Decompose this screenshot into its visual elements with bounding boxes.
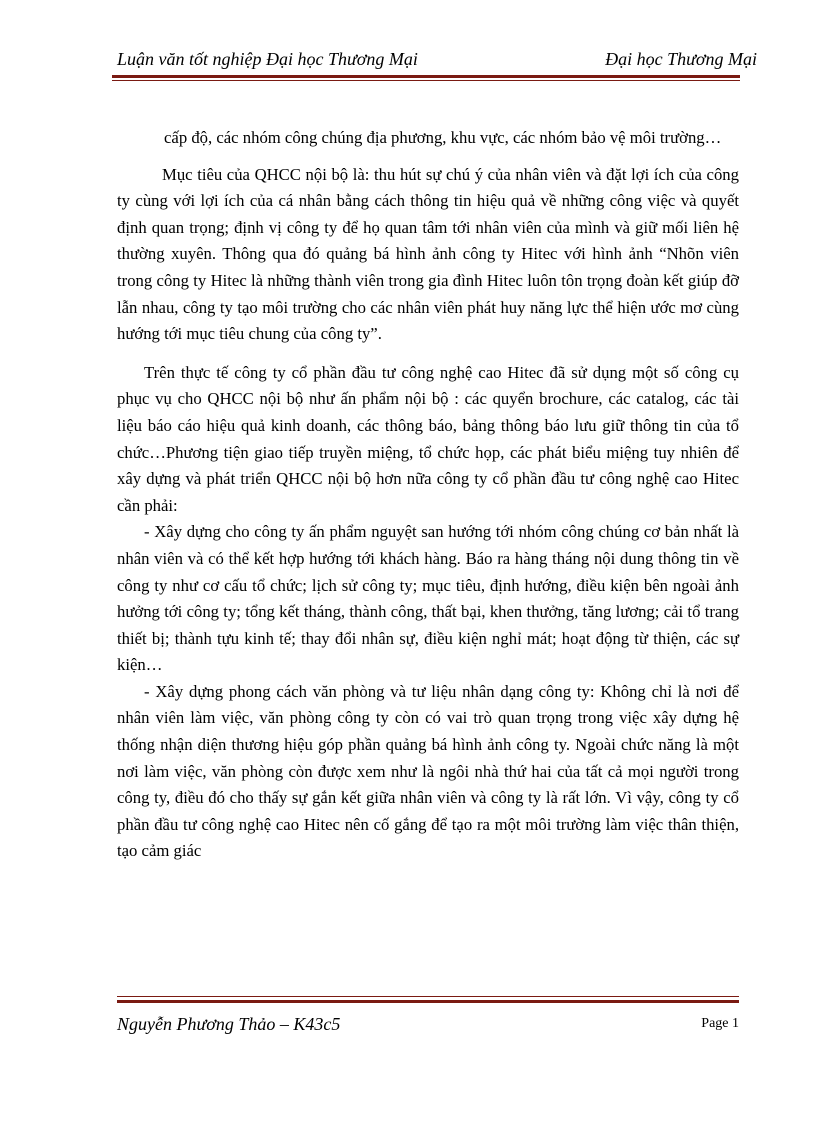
page-header xyxy=(117,46,757,72)
paragraph-1: cấp độ, các nhóm công chúng địa phương, khu vực, các nhóm bảo vệ môi trường… xyxy=(164,128,722,147)
paragraph-4: - Xây dựng cho công ty ấn phẩm nguyệt san hướng tới nhóm công chúng cơ bản nhất là nhân viên và có thể kết hợp hướng tới khách hàng. Báo ra hàng tháng nội dung thông tin về công ty như cơ cấu tổ chức; lịch sử công ty; mục tiêu, định hướng, điều kiện bên ngoài ảnh hưởng tới công ty; tổng kết tháng, thành công, thất bại, khen thưởng, tăng lương; cải tổ trang thiết bị; thành tựu kinh tế; thay đổi nhân sự, điều kiện nghỉ mát; hoạt động từ thiện, các sự kiện… xyxy=(117,522,739,675)
paragraph-2: Mục tiêu của QHCC nội bộ là: thu hút sự chú ý của nhân viên và đặt lợi ích của công ty cùng với lợi ích của cá nhân bằng cách thông tin hiệu quả về những công việc và quyết định quan trọng; định vị công ty để họ quan tâm tới nhân viên của mình và giữ mối liên hệ thường xuyên. Thông qua đó quảng bá hình ảnh công ty Hitec với hình ảnh “Nhõn viên trong công ty Hitec là những thành viên trong gia đình Hitec luôn tôn trọng đoàn kết giúp đỡ lẫn nhau, công ty tạo môi trường cho các nhân viên phát huy năng lực thể hiện ước mơ cùng hướng tới mục tiêu chung của công ty”. xyxy=(117,164,739,344)
header-university: Đại học Thương Mại xyxy=(605,49,757,69)
page-footer xyxy=(117,1012,739,1036)
paragraph-3: Trên thực tế công ty cổ phần đầu tư công nghệ cao Hitec đã sử dụng một số công cụ phục vụ cho QHCC nội bộ như ấn phẩm nội bộ : các quyển brochure, các catalog, các tài liệu báo cáo hiệu quả kinh doanh, các thông báo, bảng thông báo lưu giữ thông tin của tổ chức…Phương tiện giao tiếp truyền miệng, tổ chức họp, các phát biểu miệng tuy nhiên để xây dựng và phát triển QHCC nội bộ hơn nữa công ty cổ phần đầu tư công nghệ cao Hitec cần phải: xyxy=(117,362,739,515)
page-number: Page 1 xyxy=(701,1016,739,1031)
footer-rule-thick xyxy=(117,1000,739,1003)
header-rule-thick xyxy=(112,75,740,78)
paragraph-5: - Xây dựng phong cách văn phòng và tư liệu nhân dạng công ty: Không chỉ là nơi để nhân viên làm việc, văn phòng công ty còn có vai trò quan trọng trong việc xây dựng hệ thống nhận diện thương hiệu góp phần quảng bá hình ảnh công ty. Ngoài chức năng là một nơi làm việc, văn phòng còn được xem như là ngôi nhà thứ hai của tất cả mọi người trong công ty, điều đó cho thấy sự gắn kết giữa nhân viên và công ty là rất lớn. Vì vậy, công ty cổ phần đầu tư công nghệ cao Hitec nên cố gắng để tạo ra một môi trường làm việc thân thiện, tạo cảm giác xyxy=(117,681,739,861)
footer-rule-thin xyxy=(117,996,739,997)
document-body xyxy=(117,125,739,865)
header-rule-thin xyxy=(112,80,740,81)
footer-author: Nguyễn Phương Thảo – K43c5 xyxy=(117,1014,341,1034)
header-thesis-title: Luận văn tốt nghiệp Đại học Thương Mại xyxy=(117,49,418,69)
